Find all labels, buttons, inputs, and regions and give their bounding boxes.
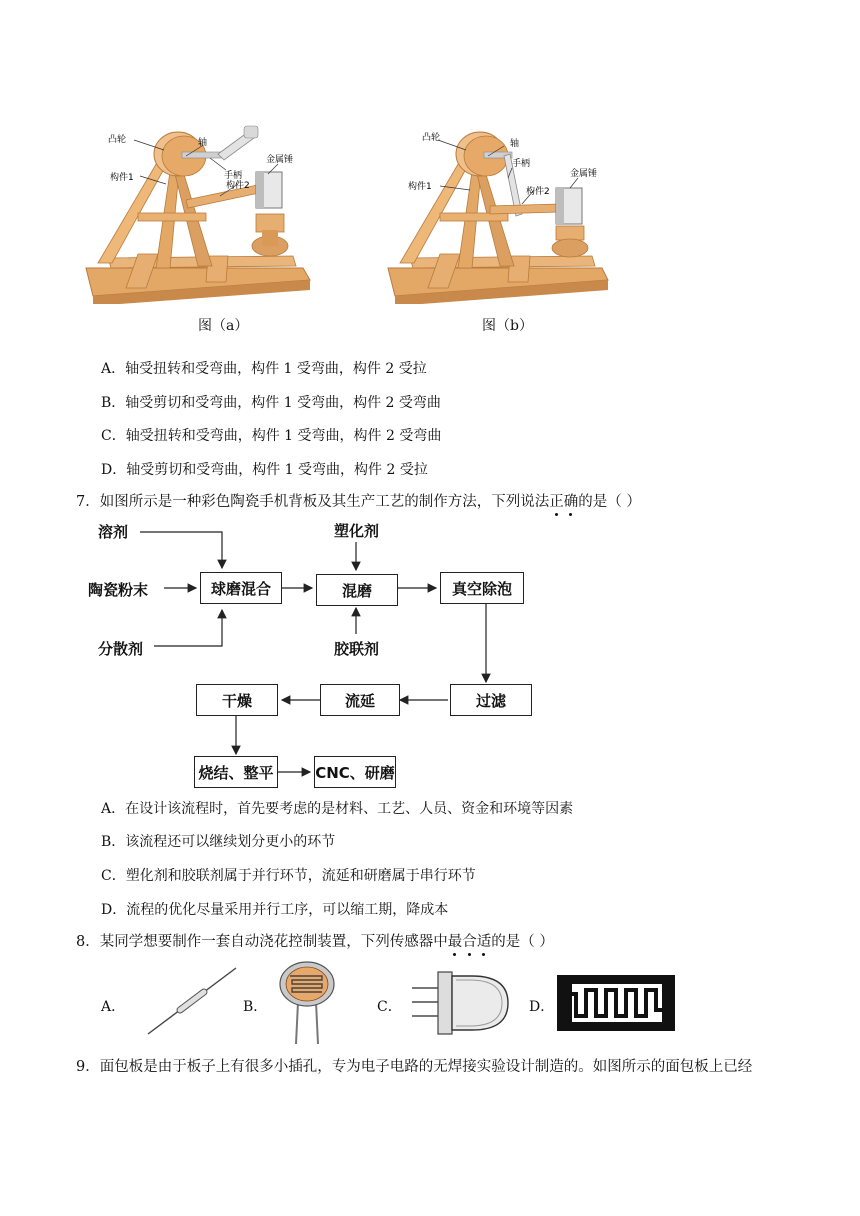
figure-a-caption: 图（a）	[198, 318, 249, 334]
catapult-illustration-a	[78, 118, 318, 304]
pir-sensor-icon	[410, 966, 512, 1040]
q8-stem	[76, 932, 554, 952]
label-cam-a: 凸轮	[108, 135, 127, 145]
label-cam-b: 凸轮	[422, 133, 441, 143]
q7-option-d[interactable]: D．流程的优化尽量采用并行工序，可以缩工期，降成本	[101, 902, 449, 918]
photoresistor-sensor	[276, 958, 338, 1046]
q7-option-b[interactable]: B．该流程还可以继续划分更小的环节	[101, 834, 336, 850]
q7-flowchart	[80, 516, 560, 792]
q8-emphasis-char: 适	[476, 934, 492, 950]
q7-emphasis-char: 确	[563, 494, 579, 510]
label-hammer-b: 金属锤	[570, 169, 598, 179]
flow-drying: 干燥	[196, 684, 278, 716]
flow-ball-mill: 球磨混合	[200, 572, 282, 604]
q8-stem-text: 8．某同学想要制作一套自动浇花控制装置，下列传感器中	[76, 934, 448, 950]
q7-option-a[interactable]: A．在设计该流程时，首先要考虑的是材料、工艺、人员、资金和环境等因素	[101, 801, 574, 817]
q8-option-b[interactable]: B．	[243, 999, 268, 1015]
q7-option-c[interactable]: C．塑化剂和胶联剂属于并行环节，流延和研磨属于串行环节	[101, 868, 476, 884]
q9-stem: 9．面包板是由于板子上有很多小插孔，专为电子电路的无焊接实验设计制造的。如图所示的面包板上已经	[76, 1059, 753, 1075]
flow-solvent: 溶剂	[98, 523, 129, 541]
flow-casting: 流延	[320, 684, 400, 716]
label-part1-b: 构件1	[408, 182, 432, 192]
humidity-sensor	[556, 974, 676, 1032]
flow-plasticizer: 塑化剂	[334, 522, 380, 540]
q6-option-b[interactable]: B．轴受剪切和受弯曲，构件 1 受弯曲，构件 2 受弯曲	[101, 395, 441, 411]
flow-ceramic-powder: 陶瓷粉末	[88, 581, 149, 599]
catapult-illustration-b	[380, 118, 620, 304]
flow-dispersant: 分散剂	[98, 640, 144, 658]
figure-b	[380, 118, 620, 304]
q8-stem-tail: 的是（ ）	[491, 934, 554, 950]
q6-option-c[interactable]: C．轴受扭转和受弯曲，构件 1 受弯曲，构件 2 受弯曲	[101, 428, 442, 444]
flow-vacuum-degas: 真空除泡	[440, 572, 524, 604]
q6-option-a[interactable]: A．轴受扭转和受弯曲，构件 1 受弯曲，构件 2 受拉	[101, 361, 427, 377]
figure-a	[78, 118, 318, 304]
label-part2-b: 构件2	[526, 187, 550, 197]
flow-crosslinker: 胶联剂	[334, 640, 380, 658]
label-part2-a: 构件2	[226, 181, 250, 191]
label-hammer-a: 金属锤	[266, 155, 294, 165]
q7-emphasis-char: 正	[549, 494, 564, 510]
flowchart-arrows	[80, 516, 560, 792]
q6-option-d[interactable]: D．轴受剪切和受弯曲，构件 1 受弯曲，构件 2 受拉	[101, 462, 428, 478]
flow-mixing-mill: 混磨	[316, 574, 398, 606]
flow-filter: 过滤	[450, 684, 532, 716]
label-axle-a: 轴	[198, 138, 208, 148]
q8-option-a[interactable]: A．	[101, 999, 126, 1015]
reed-switch-sensor	[146, 966, 238, 1036]
label-part1-a: 构件1	[110, 173, 134, 183]
humidity-sensor-icon	[556, 974, 676, 1032]
q7-stem	[76, 492, 641, 512]
q8-option-c[interactable]: C．	[377, 999, 402, 1015]
q8-option-d[interactable]: D．	[529, 999, 555, 1015]
photoresistor-icon	[276, 958, 338, 1046]
label-handle-a: 手柄	[224, 171, 243, 181]
figure-b-caption: 图（b）	[482, 318, 533, 334]
label-axle-b: 轴	[510, 139, 520, 149]
flow-cnc-grind: CNC、研磨	[314, 756, 396, 788]
q8-emphasis-char: 最	[447, 934, 463, 950]
label-handle-b: 手柄	[512, 159, 531, 169]
q7-stem-text: 7．如图所示是一种彩色陶瓷手机背板及其生产工艺的制作方法，下列说法	[76, 494, 550, 510]
q7-stem-tail: 的是（ ）	[578, 494, 641, 510]
pyroelectric-sensor	[410, 966, 512, 1040]
reed-switch-icon	[146, 966, 238, 1036]
flow-sinter-level: 烧结、整平	[194, 756, 278, 788]
q8-emphasis-char: 合	[462, 934, 477, 950]
